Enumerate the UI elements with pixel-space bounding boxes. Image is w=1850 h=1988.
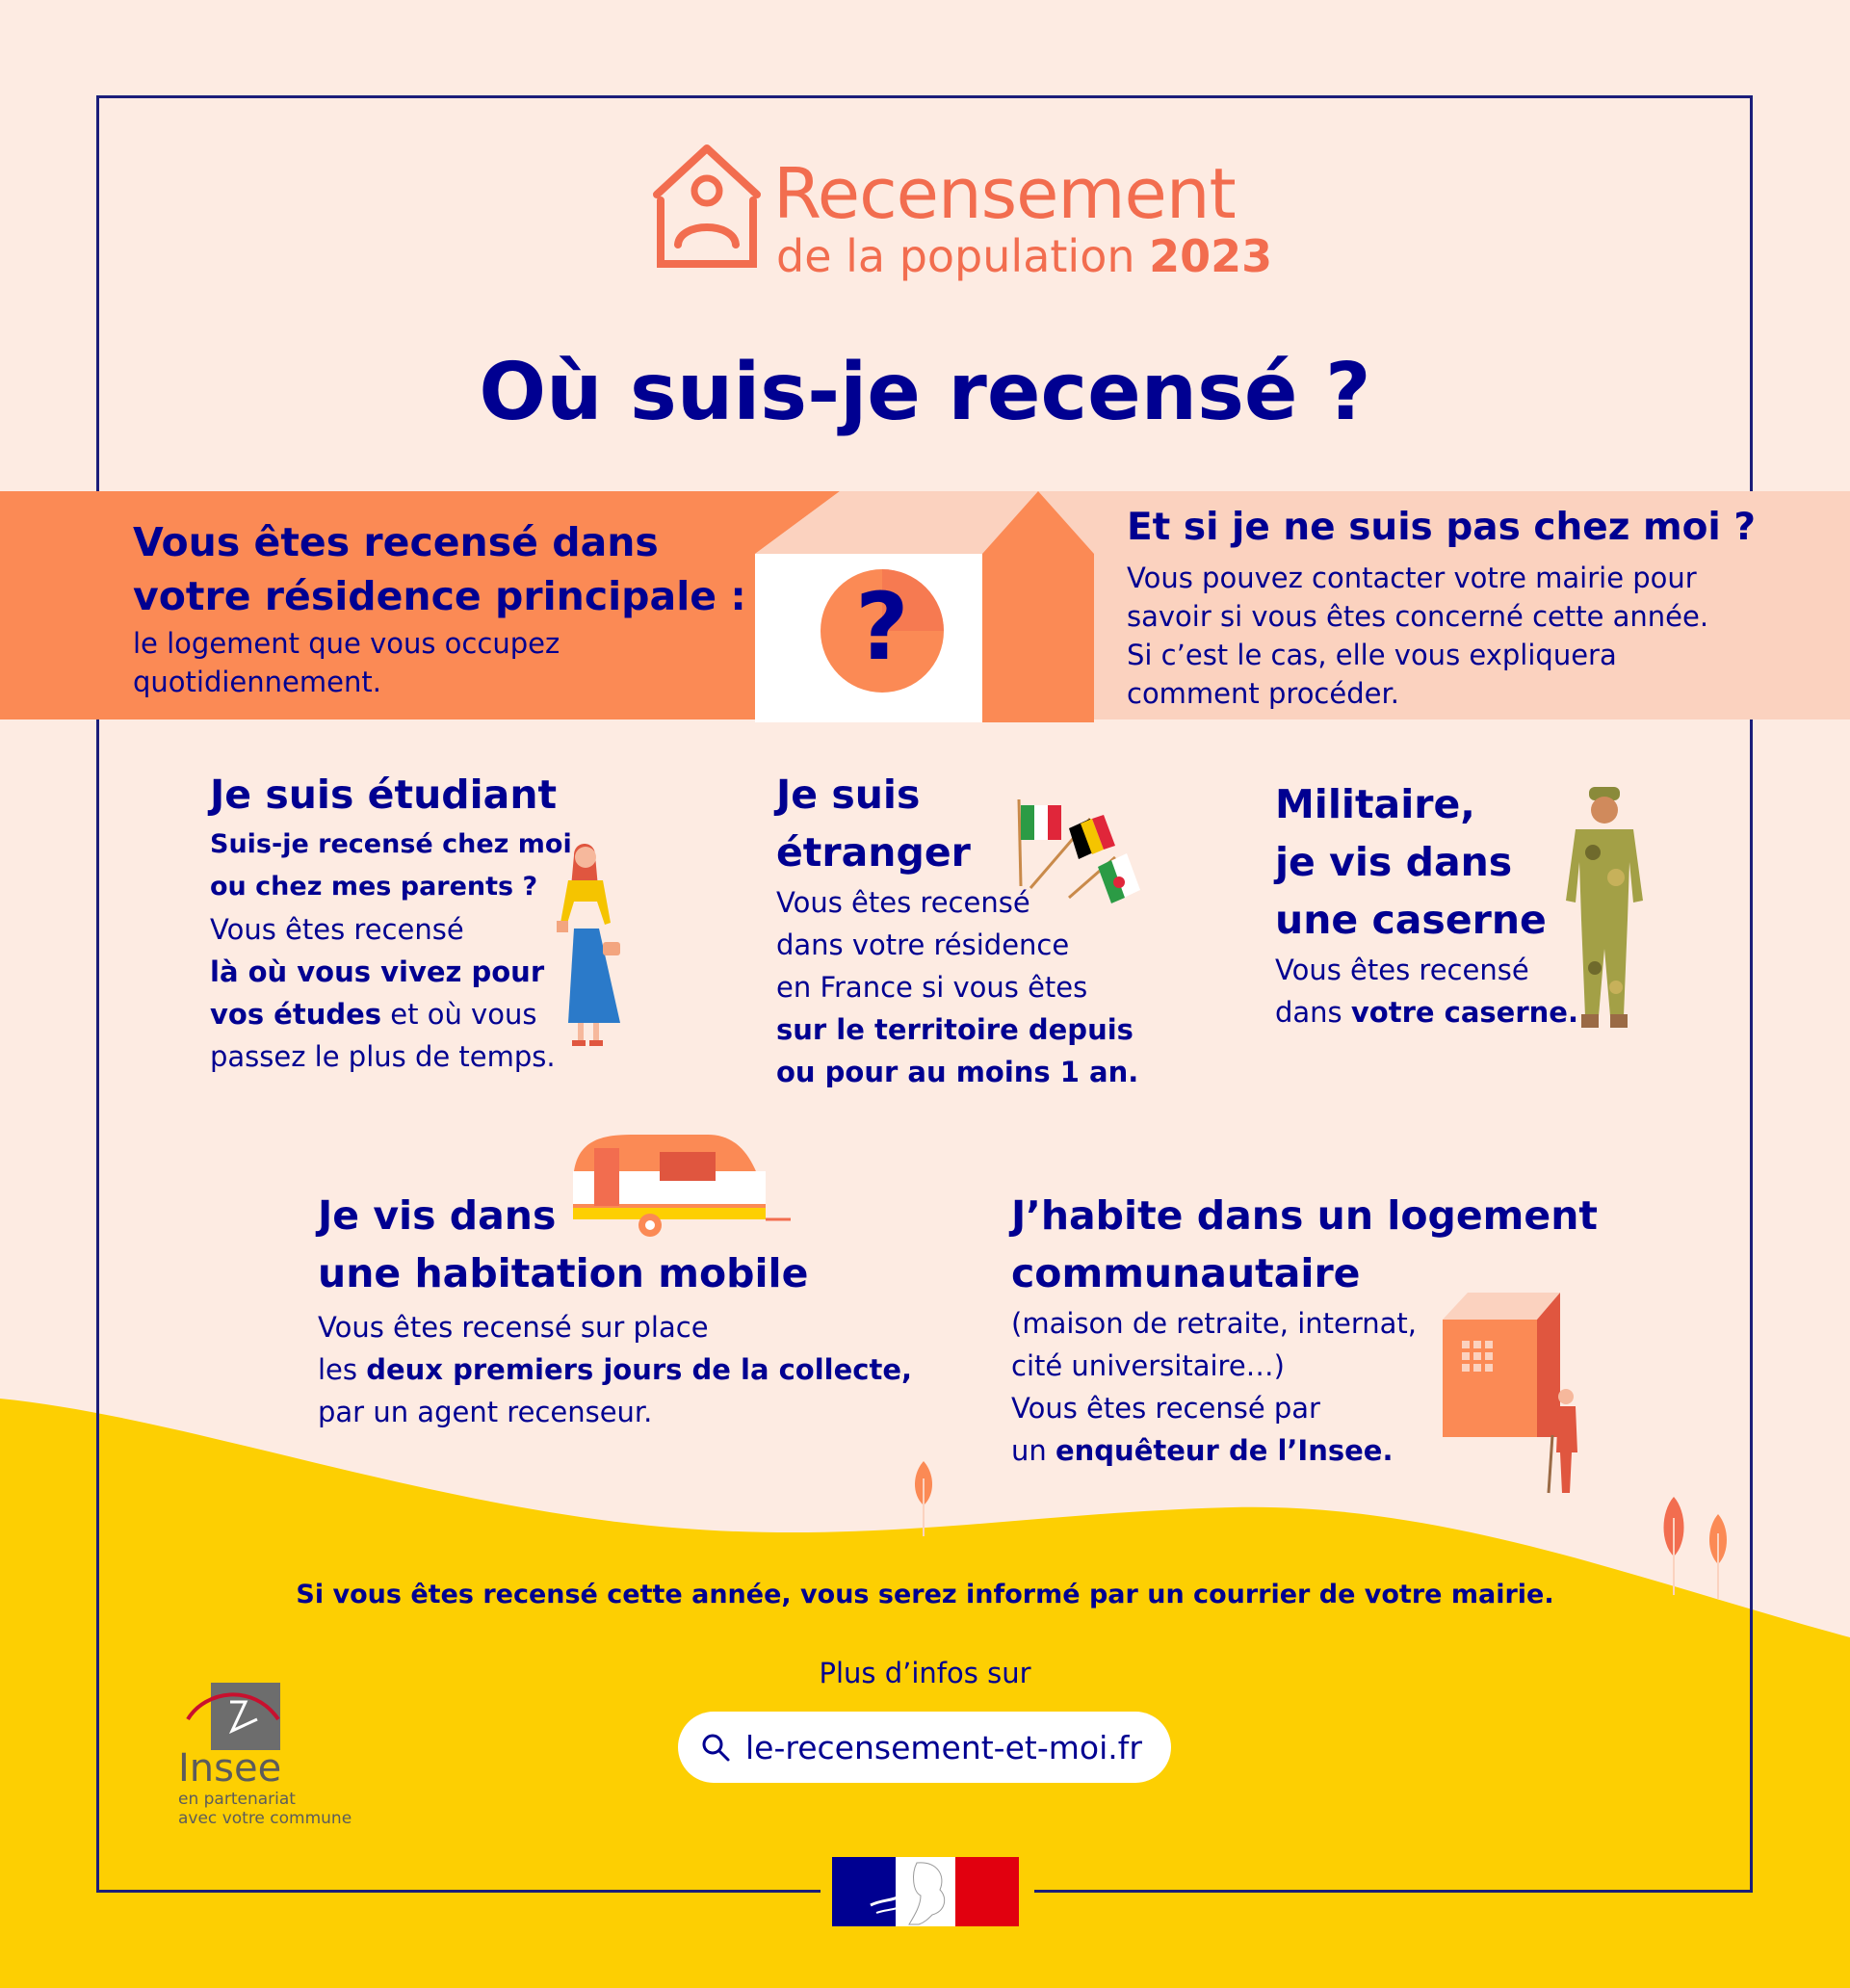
- student-question-2: ou chez mes parents ?: [210, 872, 538, 902]
- military-title-2: je vis dans: [1275, 839, 1513, 885]
- residence-title: Vous êtes recensé dans votre résidence principale :: [133, 519, 746, 619]
- military-section: Militaire, je vis dans une caserne Vous êtes recensé dans votre caserne.: [1275, 775, 1578, 1033]
- foreigner-section: Je suis étranger Vous êtes recensé dans votre résidence en France si vous êtes sur le territoire depuis ou pour au moins 1 an.: [776, 766, 1138, 1093]
- not-home-text: Vous pouvez contacter votre mairie pour savoir si vous êtes concerné cette année. Si c’est le cas, elle vous expliquera comment procéder.: [1127, 562, 1709, 710]
- logo-year: 2023: [1149, 230, 1273, 282]
- house-person-icon: [651, 141, 763, 272]
- question-mark: ?: [855, 573, 909, 681]
- mobile-title-1: Je vis dans: [318, 1192, 557, 1239]
- community-section: J’habite dans un logement communautaire (maison de retraite, internat, cité universitaire…) Vous êtes recensé par un enquêteur de l’Insee.: [1011, 1187, 1598, 1472]
- website-url: le-recensement-et-moi.fr: [745, 1729, 1142, 1766]
- foreigner-title-2: étranger: [776, 829, 971, 876]
- courrier-note: Si vous êtes recensé cette année, vous serez informé par un courrier de votre mairie.: [296, 1580, 1554, 1609]
- community-title-2: communautaire: [1011, 1250, 1361, 1296]
- residence-subtitle: le logement que vous occupez quotidiennement.: [133, 627, 560, 698]
- community-title-1: J’habite dans un logement: [1011, 1192, 1598, 1239]
- marianne-flag-logo: [832, 1857, 1019, 1926]
- flags-illustration: [1011, 790, 1146, 934]
- soldier-illustration: [1560, 785, 1649, 1033]
- mobile-title-2: une habitation mobile: [318, 1250, 809, 1296]
- logo-subtitle: de la population 2023: [776, 230, 1273, 282]
- website-link[interactable]: [678, 1712, 1171, 1783]
- not-home-title: Et si je ne suis pas chez moi ?: [1127, 506, 1756, 549]
- military-title-1: Militaire,: [1275, 781, 1475, 827]
- page-title: Où suis-je recensé ?: [479, 347, 1371, 438]
- insee-name: Insee: [178, 1746, 282, 1791]
- tree-icon: [909, 1459, 938, 1536]
- mobile-section: Je vis dans une habitation mobile Vous êtes recensé sur place les deux premiers jours de la collecte, par un agent recenseur.: [318, 1187, 912, 1433]
- search-icon: [699, 1731, 732, 1764]
- student-section: Je suis étudiant Suis-je recensé chez moi ou chez mes parents ? Vous êtes recensé là où vous vivez pour vos études et où vous passez le plus de temps.: [210, 766, 572, 1078]
- logo-title: Recensement: [773, 153, 1236, 234]
- insee-logo-icon: [186, 1681, 282, 1753]
- more-info-label: Plus d’infos sur: [819, 1657, 1031, 1689]
- building-illustration: [1441, 1291, 1595, 1495]
- student-illustration: [549, 840, 626, 1059]
- partnership-text: en partenariat avec votre commune: [178, 1790, 352, 1828]
- house-question-illustration: [751, 486, 1098, 722]
- foreigner-title-1: Je suis: [776, 772, 921, 818]
- student-question-1: Suis-je recensé chez moi: [210, 829, 572, 859]
- student-title: Je suis étudiant: [210, 772, 558, 818]
- military-title-3: une caserne: [1275, 897, 1547, 943]
